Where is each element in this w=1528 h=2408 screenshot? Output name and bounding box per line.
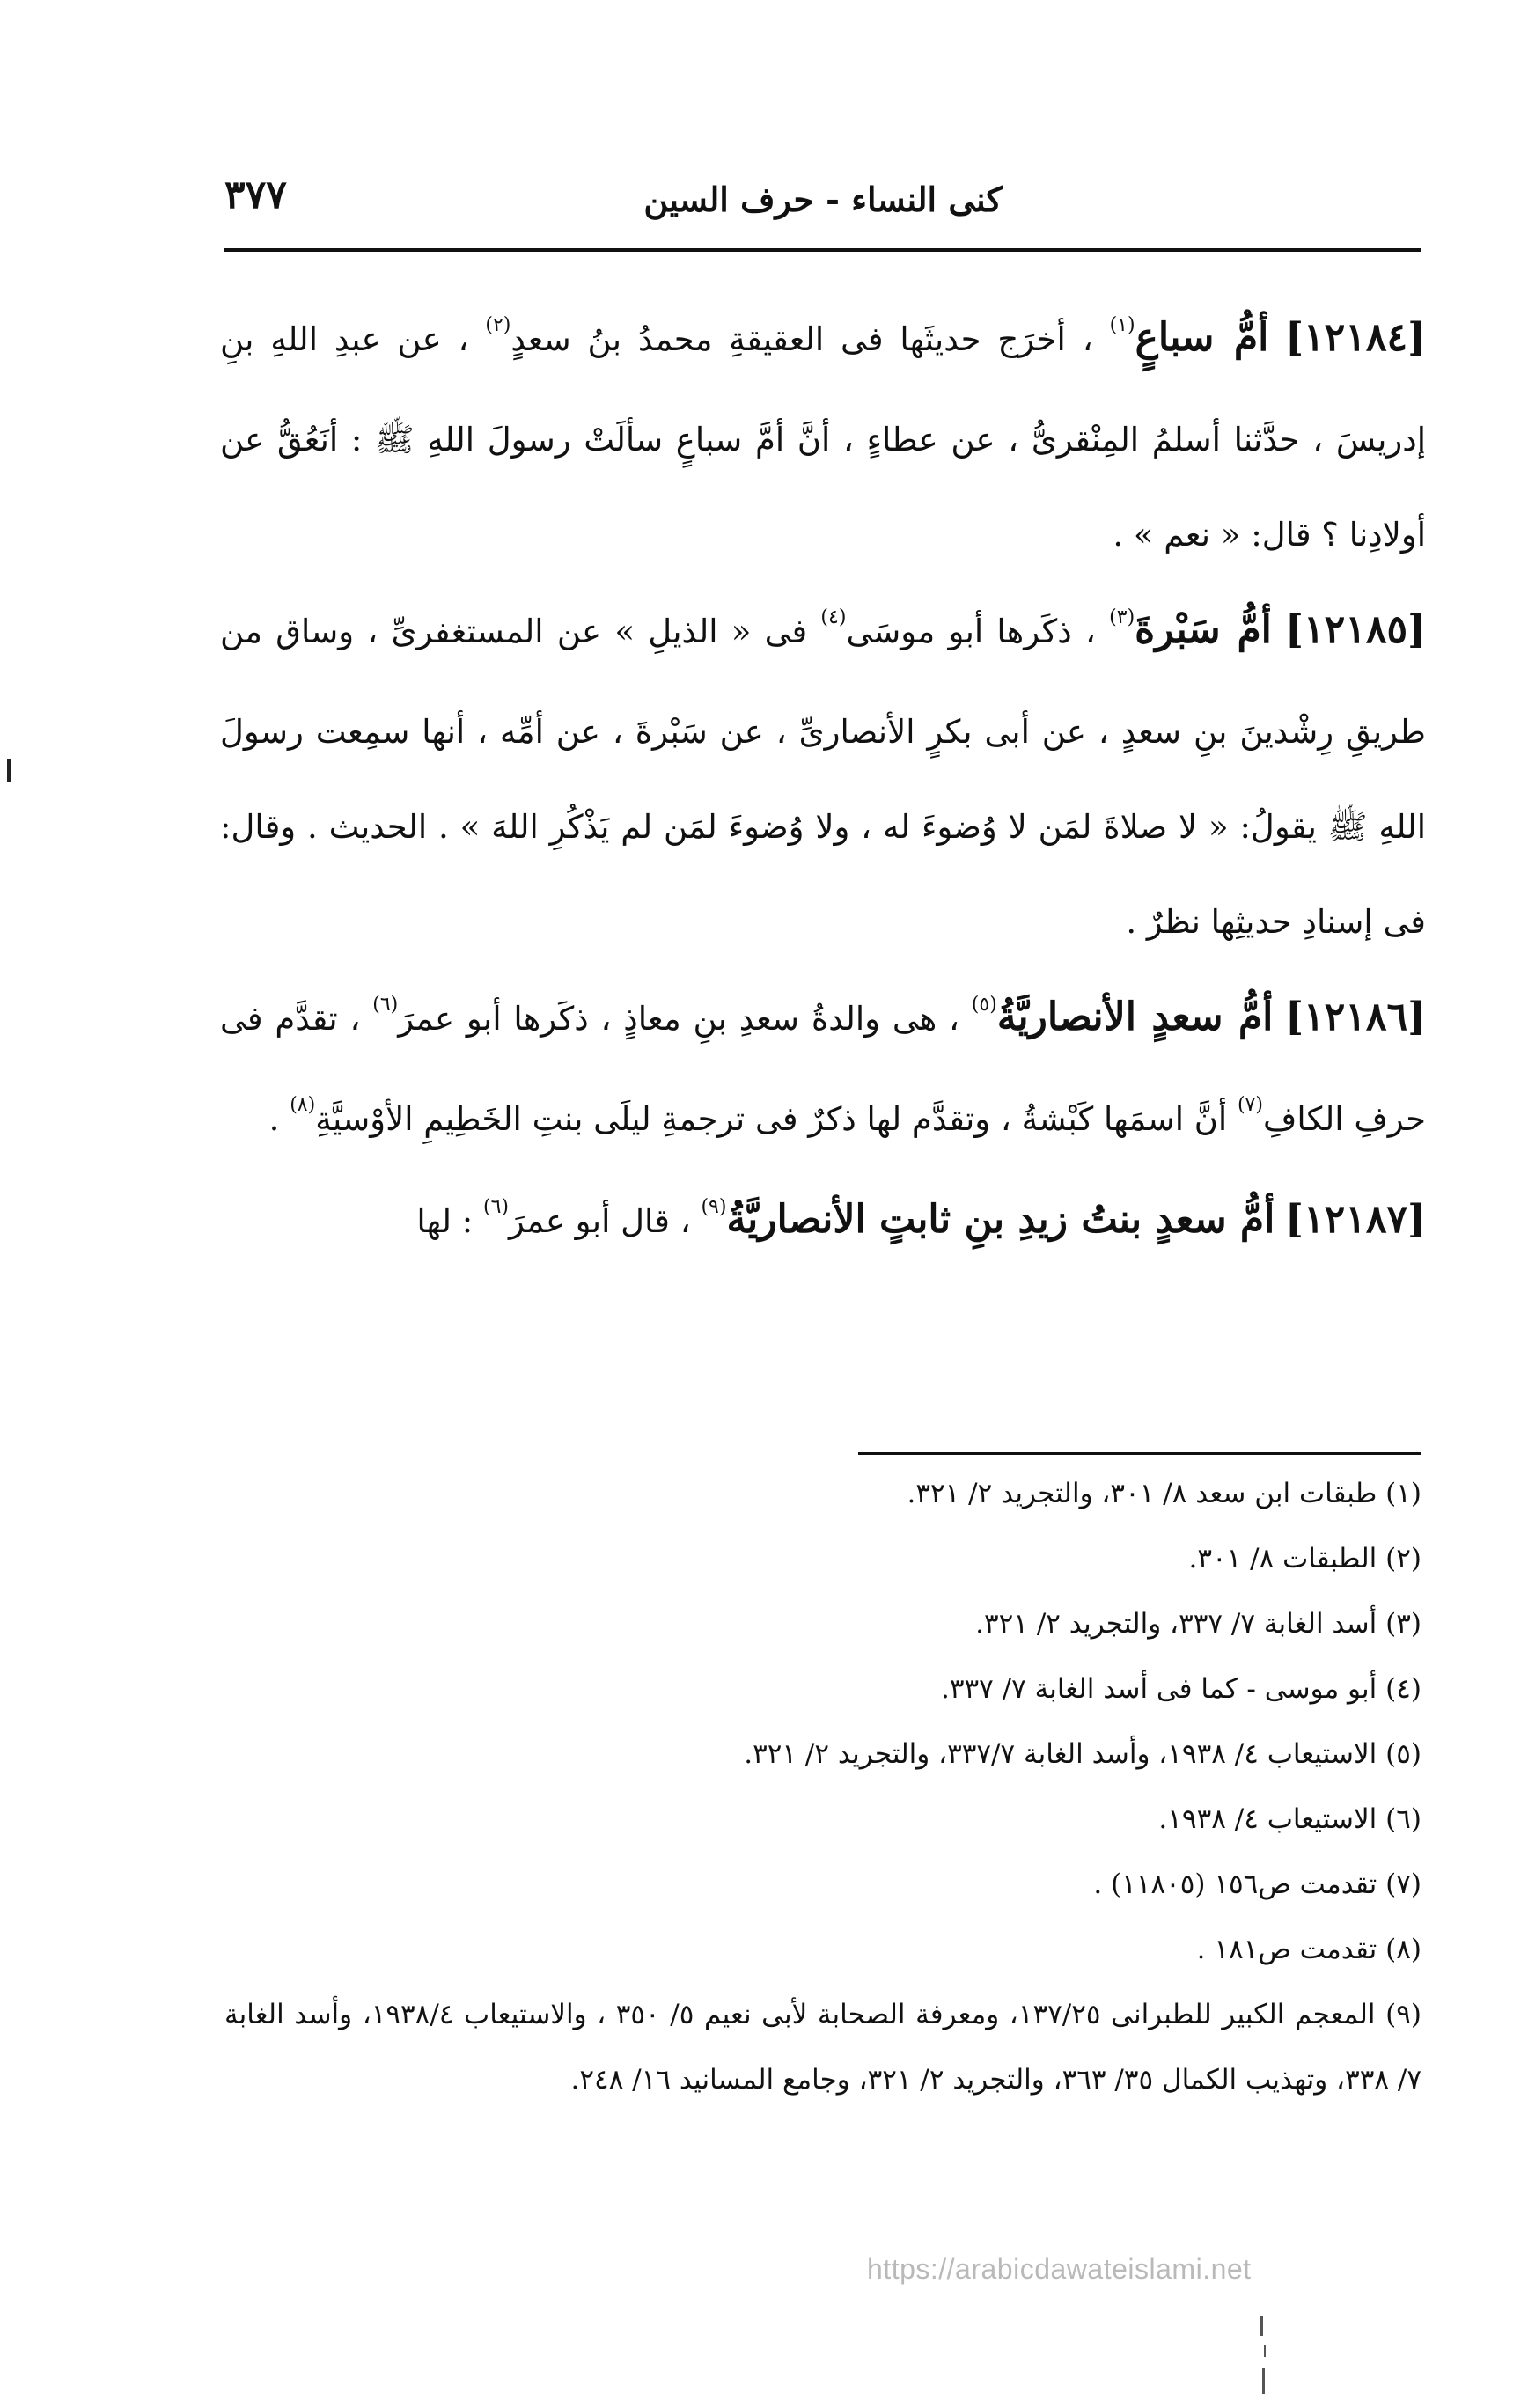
- footnote-1: (١) طبقات ابن سعد ٨/ ٣٠١، والتجريد ٢/ ٣٢١.: [907, 1478, 1421, 1509]
- footnote-6: (٦) الاستيعاب ٤/ ١٩٣٨.: [1158, 1803, 1421, 1835]
- footnotes: [224, 1461, 1421, 2112]
- footnote-separator: [858, 1452, 1421, 1455]
- entry-text: أنَّ اسمَها كَبْشةُ ، وتقدَّم لها ذكرٌ فى ترجمةِ ليلَى بنتِ الخَطِيمِ الأوْسيَّةِ: [315, 1100, 1228, 1138]
- scan-edge-mark: [7, 759, 11, 782]
- running-header: [224, 167, 1421, 229]
- entry-text: ، عن عبدِ اللهِ بنِ إدريسَ ، حدَّثنا أسلمُ المِنْقرىُّ ، عن عطاءٍ ، أنَّ أمَّ سباعٍ سألَتْ رسولَ اللهِ ﷺ : أنَعُقُّ عن أولادِنا ؟ قال: « نعم » .: [220, 320, 1426, 554]
- page-number: ٣٧٧: [224, 173, 287, 217]
- entry-number: [١٢١٨٧]: [1285, 1197, 1426, 1242]
- entry-name: أمُّ سباعٍ: [1135, 315, 1269, 360]
- footnote-ref[interactable]: (٣): [1109, 606, 1135, 628]
- entry-text: ، قال أبو عمرَ: [509, 1202, 691, 1240]
- entry-12186: [220, 970, 1426, 1172]
- footnote-ref[interactable]: (٨): [290, 1094, 316, 1116]
- entry-text: ، هى والدةُ سعدِ بنِ معاذٍ ، ذكَرها أبو عمرَ: [398, 1000, 959, 1038]
- entry-number: [١٢١٨٤]: [1285, 315, 1427, 360]
- footnote-ref[interactable]: (٧): [1237, 1094, 1263, 1116]
- scan-speck: [1264, 2345, 1266, 2357]
- footnote-ref[interactable]: (١): [1109, 314, 1135, 336]
- entry-number: [١٢١٨٦]: [1285, 995, 1427, 1039]
- footnote-ref[interactable]: (٤): [820, 606, 847, 628]
- main-text: [220, 290, 1426, 1274]
- footnote-ref[interactable]: (٦): [483, 1196, 510, 1218]
- footnote-9: (٩) المعجم الكبير للطبرانى ١٣٧/٢٥، ومعرفة الصحابة لأبى نعيم ٥/ ٣٥٠ ، والاستيعاب ١٩٣٨/٤، وأسد الغابة ٧/ ٣٣٨، وتهذيب الكمال ٣٥/ ٣٦٣، والتجريد ٢/ ٣٢١، وجامع المسانيد ١٦/ ٢٤٨.: [224, 1999, 1421, 2096]
- entry-text: : لها: [416, 1202, 474, 1240]
- footnote-ref[interactable]: (٥): [971, 994, 997, 1016]
- entry-text: ، ذكَرها أبو موسَى: [846, 613, 1096, 650]
- footnote-ref[interactable]: (٩): [701, 1196, 727, 1218]
- scan-speck: [1260, 2316, 1263, 2336]
- watermark-url: https://arabicdawateislami.net: [867, 2253, 1252, 2285]
- footnote-3: (٣) أسد الغابة ٧/ ٣٣٧، والتجريد ٢/ ٣٢١.: [975, 1608, 1421, 1640]
- entry-name: أمُّ سعدٍ الأنصاريَّةُ: [996, 995, 1274, 1039]
- entry-text: ، تقدَّم فى حرفِ الكافِ: [220, 1000, 1426, 1138]
- footnote-2: (٢) الطبقات ٨/ ٣٠١.: [1188, 1543, 1421, 1575]
- footnote-4: (٤) أبو موسى - كما فى أسد الغابة ٧/ ٣٣٧.: [941, 1673, 1421, 1705]
- footnote-ref[interactable]: (٦): [372, 994, 399, 1016]
- header-title: كنى النساء - حرف السين: [643, 180, 1003, 219]
- footnote-8: (٨) تقدمت ص١٨١ .: [1196, 1934, 1421, 1965]
- entry-12184: [220, 290, 1426, 583]
- entry-number: [١٢١٨٥]: [1285, 607, 1426, 652]
- entry-12187: [220, 1172, 1426, 1274]
- scan-speck: [1262, 2368, 1265, 2394]
- entry-12185: [220, 583, 1426, 970]
- footnote-ref[interactable]: (٢): [485, 314, 511, 336]
- entry-name: أمُّ سَبْرةَ: [1135, 607, 1272, 652]
- entry-text: ، أخرَج حديثَها فى العقيقةِ محمدُ بنُ سعدٍ: [511, 320, 1093, 358]
- entry-name: أمُّ سعدٍ بنتُ زيدِ بنِ ثابتٍ الأنصاريَّةُ: [726, 1197, 1275, 1242]
- footnote-5: (٥) الاستيعاب ٤/ ١٩٣٨، وأسد الغابة ٣٣٧/٧، والتجريد ٢/ ٣٢١.: [744, 1738, 1421, 1770]
- entry-text: فى « الذيلِ » عن المستغفرىِّ ، وساق من طريقِ رِشْدينَ بنِ سعدٍ ، عن أبى بكرٍ الأنصارىِّ ، عن سَبْرةَ ، عن أمِّه ، أنها سمِعت رسولَ اللهِ ﷺ يقولُ: « لا صلاةَ لمَن لا وُضوءَ له ، ولا وُضوءَ لمَن لم يَذْكُرِ اللهَ » . الحديث . وقال: فى إسنادِ حديثِها نظرٌ .: [220, 613, 1426, 941]
- entry-text: .: [268, 1100, 280, 1138]
- footnote-7: (٧) تقدمت ص١٥٦ (١١٨٠٥) .: [1093, 1868, 1421, 1900]
- header-rule: [224, 248, 1421, 252]
